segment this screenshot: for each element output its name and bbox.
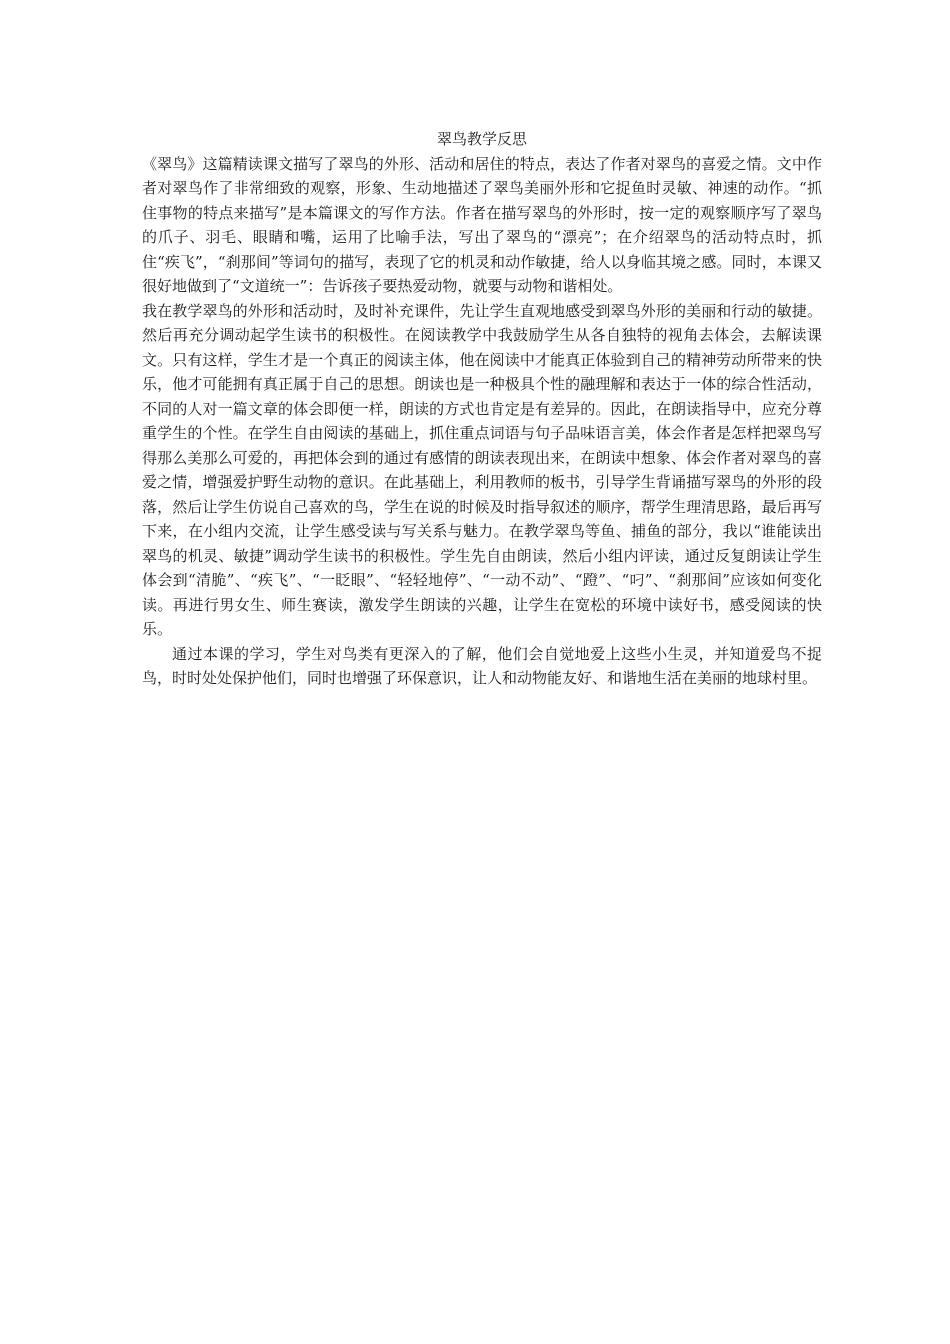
paragraph-intro: 《翠鸟》这篇精读课文描写了翠鸟的外形、活动和居住的特点，表达了作者对翠鸟的喜爱之情。文中作者对翠鸟作了非常细致的观察，形象、生动地描述了翠鸟美丽外形和它捉鱼时灵敏、神速的动作。“抓住事物的特点来描写”是本篇课文的写作方法。作者在描写翠鸟的外形时，按一定的观察顺序写了翠鸟的爪子、羽毛、眼睛和嘴，运用了比喻手法，写出了翠鸟的“漂亮”；在介绍翠鸟的活动特点时，抓住“疾飞”，“刹那间”等词句的描写，表现了它的机灵和动作敏捷，给人以身临其境之感。同时，本课又很好地做到了“文道统一”：告诉孩子要热爱动物，就要与动物和谐相处。 bbox=[142, 154, 822, 295]
paragraph-conclusion: 通过本课的学习，学生对鸟类有更深入的了解，他们会自觉地爱上这些小生灵，并知道爱鸟不捉鸟，时时处处保护他们，同时也增强了环保意识，让人和动物能友好、和谐地生活在美丽的地球村里。 bbox=[142, 644, 822, 687]
document-body bbox=[142, 127, 822, 691]
paragraph-teaching: 我在教学翠鸟的外形和活动时，及时补充课件，先让学生直观地感受到翠鸟外形的美丽和行动的敏捷。然后再充分调动起学生读书的积极性。在阅读教学中我鼓励学生从各自独特的视角去体会，去解读课文。只有这样，学生才是一个真正的阅读主体，他在阅读中才能真正体验到自己的精神劳动所带来的快乐，他才可能拥有真正属于自己的思想。朗读也是一种极具个性的融理解和表达于一体的综合性活动，不同的人对一篇文章的体会即便一样，朗读的方式也肯定是有差异的。因此，在朗读指导中，应充分尊重学生的个性。在学生自由阅读的基础上，抓住重点词语与句子品味语言美，体会作者是怎样把翠鸟写得那么美那么可爱的，再把体会到的通过有感情的朗读表现出来，在朗读中想象、体会作者对翠鸟的喜爱之情，增强爱护野生动物的意识。在此基础上，利用教师的板书，引导学生背诵描写翠鸟的外形的段落，然后让学生仿说自己喜欢的鸟，学生在说的时候及时指导叙述的顺序，帮学生理清思路，最后再写下来，在小组内交流，让学生感受读与写关系与魅力。在教学翠鸟等鱼、捕鱼的部分，我以“谁能读出翠鸟的机灵、敏捷”调动学生读书的积极性。学生先自由朗读，然后小组内评读，通过反复朗读让学生体会到“清脆”、“疾飞”、“一眨眼”、“轻轻地停”、“一动不动”、“蹬”、“叼”、“刹那间”应该如何变化读。再进行男女生、师生赛读，激发学生朗读的兴趣，让学生在宽松的环境中读好书，感受阅读的快乐。 bbox=[142, 301, 822, 638]
document-title: 翠鸟教学反思 bbox=[436, 130, 527, 148]
